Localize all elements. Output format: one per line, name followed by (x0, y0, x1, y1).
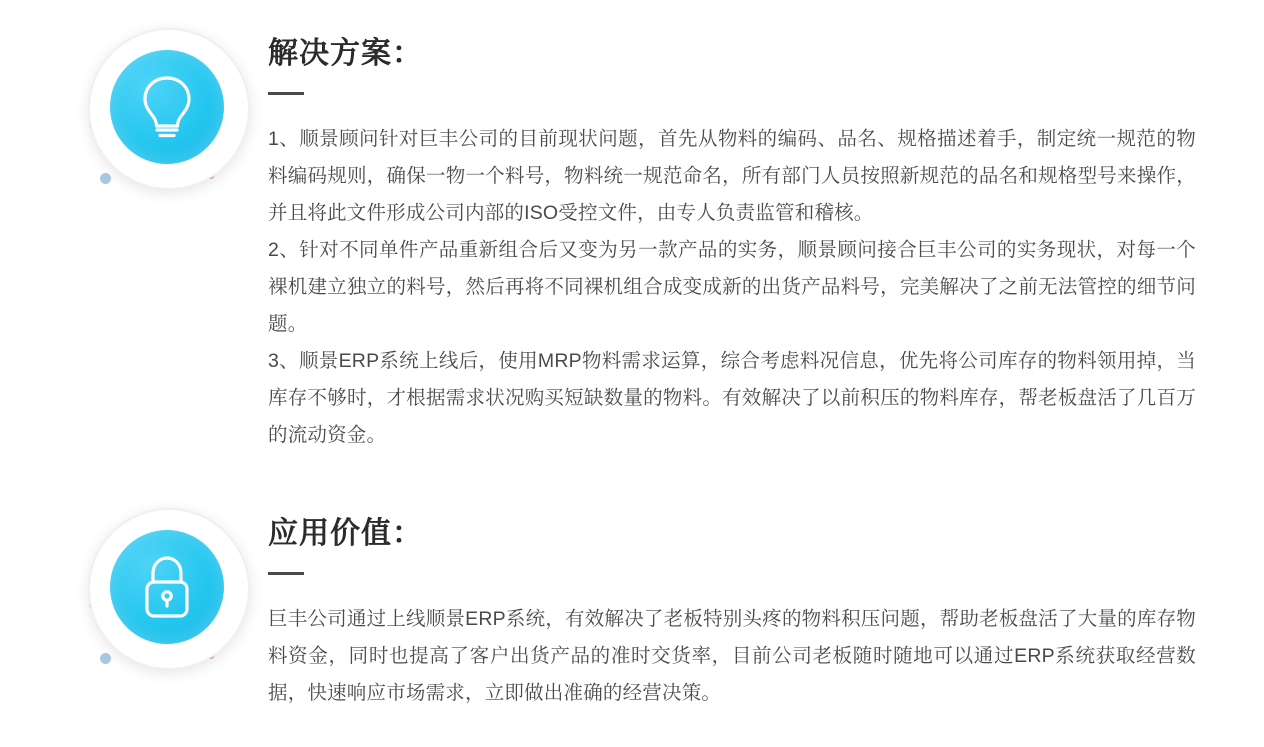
lightbulb-icon (110, 50, 224, 164)
solution-paragraph-2: 2、针对不同单件产品重新组合后又变为另一款产品的实务，顺景顾问接合巨丰公司的实务现状，对每一个裸机建立独立的料号，然后再将不同裸机组合成变成新的出货产品料号，完美解决了之前无法管控的细节问题。 (268, 239, 1196, 335)
solution-paragraph-3: 3、顺景ERP系统上线后，使用MRP物料需求运算，综合考虑料况信息，优先将公司库存的物料领用掉，当库存不够时，才根据需求状况购买短缺数量的物料。有效解决了以前积压的物料库存，帮老板盘活了几百万的流动资金。 (268, 350, 1196, 446)
solution-paragraph-1: 1、顺景顾问针对巨丰公司的目前现状问题，首先从物料的编码、品名、规格描述着手，制定统一规范的物料编码规则，确保一物一个料号，物料统一规范命名，所有部门人员按照新规范的品名和规格型号来操作，并且将此文件形成公司内部的ISO受控文件，由专人负责监管和稽核。 (268, 128, 1196, 224)
value-icon-badge (0, 498, 268, 688)
badge-circle (88, 508, 250, 670)
badge-circle (88, 28, 250, 190)
solution-icon-badge (0, 18, 268, 208)
section-solution (0, 18, 1264, 454)
solution-heading-rule (268, 92, 304, 95)
value-heading-rule (268, 572, 304, 575)
lock-icon (110, 530, 224, 644)
section-value (0, 498, 1264, 712)
value-heading: 应用价值： (268, 517, 423, 550)
solution-heading: 解决方案： (268, 37, 423, 70)
value-paragraph-1: 巨丰公司通过上线顺景ERP系统，有效解决了老板特别头疼的物料积压问题，帮助老板盘活了大量的库存物料资金，同时也提高了客户出货产品的准时交货率，目前公司老板随时随地可以通过ERP系统获取经营数据，快速响应市场需求，立即做出准确的经营决策。 (268, 608, 1196, 704)
solution-content (268, 18, 1198, 454)
value-content (268, 498, 1198, 712)
